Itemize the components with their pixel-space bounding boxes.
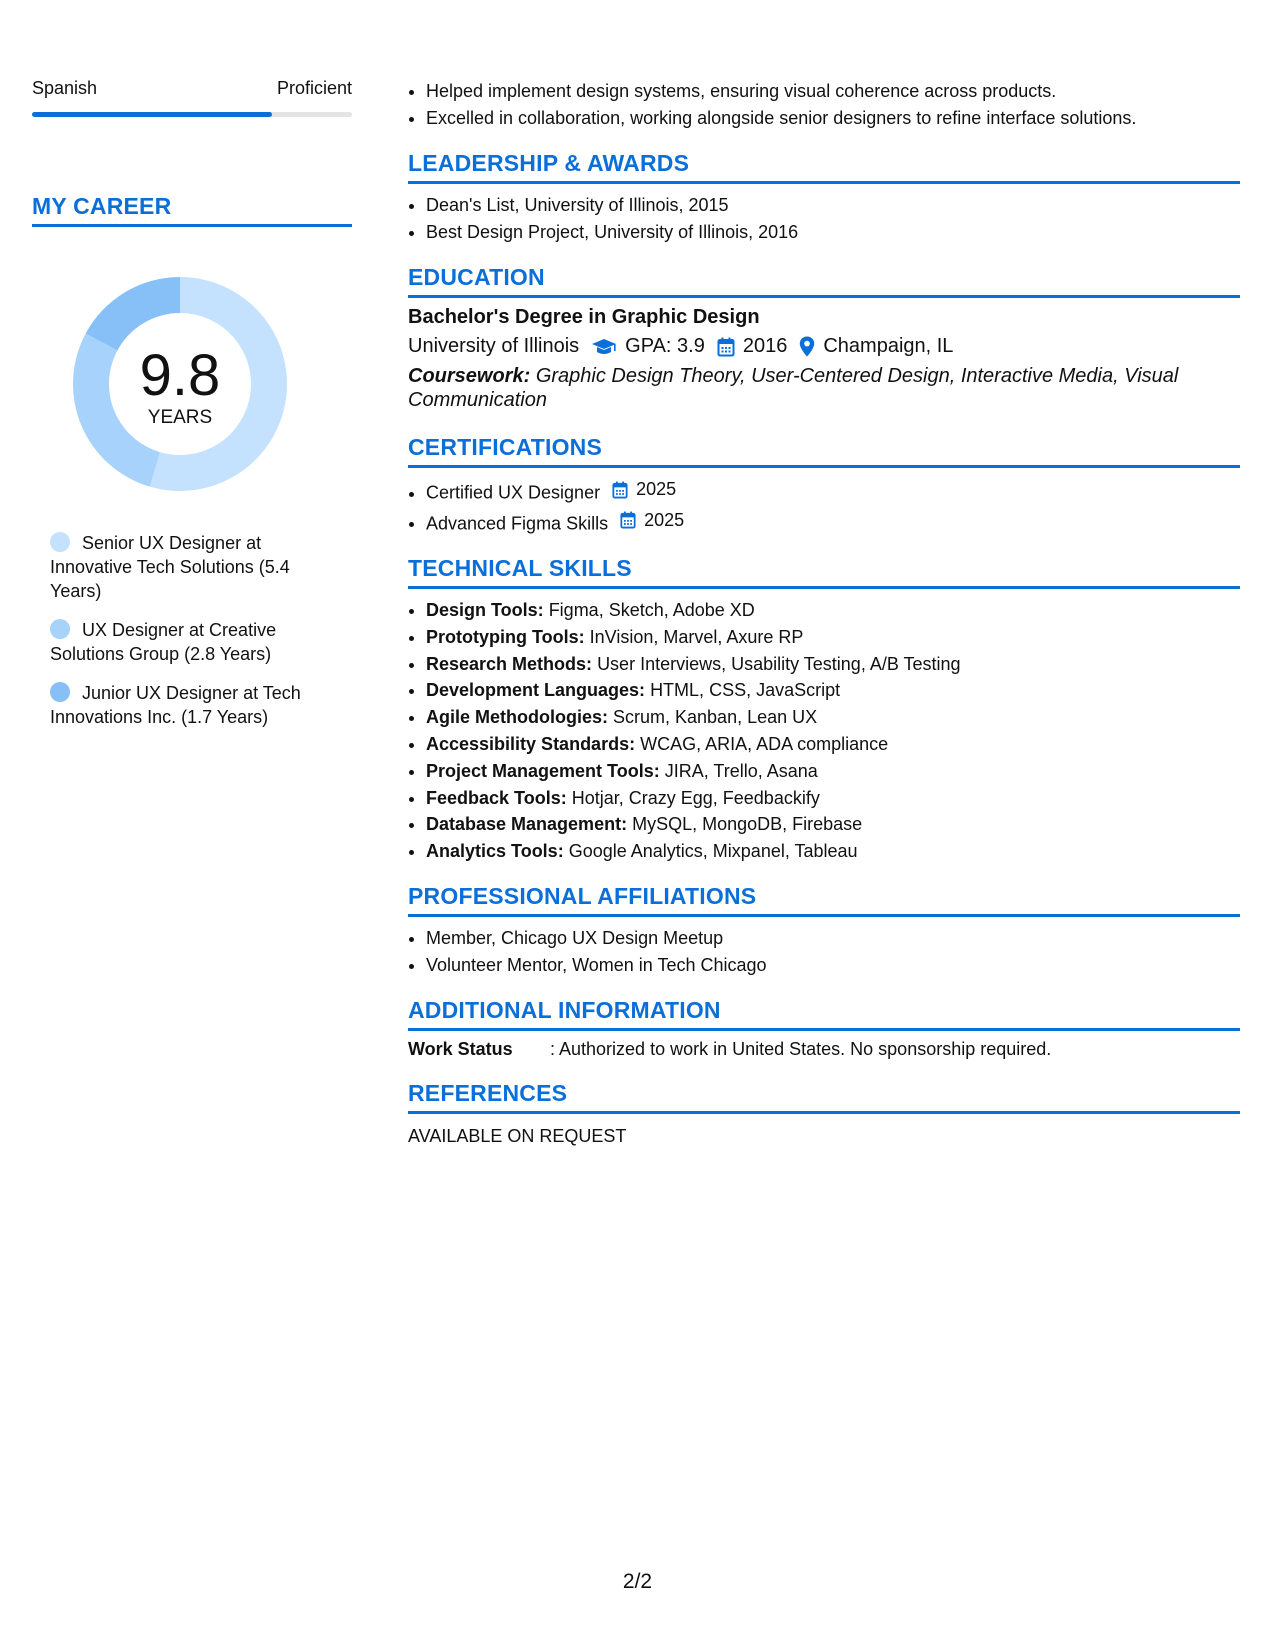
certification-name: Certified UX Designer xyxy=(426,482,601,503)
skill-label: Prototyping Tools: xyxy=(426,626,585,647)
references-text: AVAILABLE ON REQUEST xyxy=(408,1125,627,1146)
skill-value: MySQL, MongoDB, Firebase xyxy=(632,814,863,835)
skill-label: Accessibility Standards: xyxy=(426,733,636,754)
skill-value: HTML, CSS, JavaScript xyxy=(650,680,841,701)
skill-item xyxy=(426,758,1240,785)
calendar-icon xyxy=(620,511,640,529)
career-legend-item xyxy=(50,618,320,666)
language-row xyxy=(32,78,352,102)
coursework-label: Coursework: xyxy=(408,365,531,387)
skill-item xyxy=(426,651,1240,678)
coursework-text: Graphic Design Theory, User-Centered Design, Interactive Media, Visual Communication xyxy=(408,365,1179,411)
affiliations-title: PROFESSIONAL AFFILIATIONS xyxy=(408,883,1240,917)
language-level: Proficient xyxy=(276,78,352,98)
skill-item xyxy=(426,597,1240,624)
skill-value: Hotjar, Crazy Egg, Feedbackify xyxy=(571,787,820,808)
career-total-years: 9.8 xyxy=(139,343,221,408)
certification-year: 2025 xyxy=(636,479,677,499)
graduation-year: 2016 xyxy=(742,335,788,357)
skill-item xyxy=(426,731,1240,758)
affiliation-item: • Member, Chicago UX Design Meetup xyxy=(426,925,1240,952)
experience-bullets xyxy=(408,78,1240,132)
career-donut-chart xyxy=(67,271,293,497)
school-name: University of Illinois xyxy=(408,335,580,357)
career-legend-item xyxy=(50,531,320,603)
skill-label: Analytics Tools: xyxy=(426,841,564,862)
work-status-value: : Authorized to work in United States. No sponsorship required. xyxy=(550,1038,1052,1059)
skill-label: Feedback Tools: xyxy=(426,787,567,808)
certification-date xyxy=(620,507,684,534)
work-status-label: Work Status xyxy=(408,1038,513,1059)
certifications-title: CERTIFICATIONS xyxy=(408,434,1240,468)
graduation-cap-icon xyxy=(591,337,617,357)
skill-item xyxy=(426,624,1240,651)
legend-label: Senior UX Designer at Innovative Tech Solutions (5.4 Years) xyxy=(50,533,290,601)
skill-value: User Interviews, Usability Testing, A/B Testing xyxy=(597,653,961,674)
language-proficiency-fill xyxy=(32,112,272,117)
gpa: GPA: 3.9 xyxy=(625,335,705,357)
skill-item xyxy=(426,785,1240,812)
legend-label: Junior UX Designer at Tech Innovations Inc. (1.7 Years) xyxy=(50,683,301,727)
leadership-title: LEADERSHIP & AWARDS xyxy=(408,150,1240,184)
sidebar xyxy=(32,78,352,744)
additional-info-title: ADDITIONAL INFORMATION xyxy=(408,997,1240,1031)
skills-list xyxy=(408,597,1240,865)
references-title: REFERENCES xyxy=(408,1080,1240,1114)
legend-label: UX Designer at Creative Solutions Group (2.8 Years) xyxy=(50,620,277,664)
certification-item xyxy=(426,507,1240,538)
skill-label: Research Methods: xyxy=(426,653,593,674)
skill-item xyxy=(426,677,1240,704)
skill-label: Development Languages: xyxy=(426,680,646,701)
skill-value: Google Analytics, Mixpanel, Tableau xyxy=(568,841,858,862)
legend-dot xyxy=(50,619,70,639)
education-title: EDUCATION xyxy=(408,264,1240,298)
experience-bullet: • Excelled in collaboration, working alongside senior designers to refine interface solutions. xyxy=(426,105,1240,132)
language-proficiency-bar xyxy=(32,112,352,117)
skill-label: Database Management: xyxy=(426,814,628,835)
legend-dot xyxy=(50,682,70,702)
degree-title: Bachelor's Degree in Graphic Design xyxy=(408,306,760,328)
certification-year: 2025 xyxy=(644,509,685,530)
skill-item xyxy=(426,838,1240,865)
work-status-row xyxy=(408,1039,1240,1060)
skill-value: Scrum, Kanban, Lean UX xyxy=(613,707,818,728)
career-legend xyxy=(50,531,320,729)
language-name: Spanish xyxy=(32,78,98,98)
location-pin-icon xyxy=(799,336,815,357)
page-number: 2/2 xyxy=(622,1570,653,1593)
coursework xyxy=(408,364,1240,412)
certification-name: Advanced Figma Skills xyxy=(426,513,609,533)
school-location: Champaign, IL xyxy=(823,335,954,357)
affiliations-list xyxy=(408,925,1240,979)
skills-title: TECHNICAL SKILLS xyxy=(408,555,1240,589)
leadership-item: • Dean's List, University of Illinois, 2015 xyxy=(426,192,1240,219)
certification-item xyxy=(426,476,1240,507)
main-content xyxy=(408,78,1240,1147)
certifications-list xyxy=(408,476,1240,537)
affiliation-item: • Volunteer Mentor, Women in Tech Chicago xyxy=(426,952,1240,979)
leadership-list xyxy=(408,192,1240,246)
career-total-unit: YEARS xyxy=(147,407,213,428)
skill-label: Design Tools: xyxy=(426,600,544,620)
certification-date xyxy=(612,476,676,503)
skill-value: WCAG, ARIA, ADA compliance xyxy=(640,733,889,754)
experience-bullet: • Helped implement design systems, ensuring visual coherence across products. xyxy=(426,78,1240,105)
skill-value: Figma, Sketch, Adobe XD xyxy=(548,600,755,620)
skill-item xyxy=(426,704,1240,731)
donut-center xyxy=(67,271,293,497)
skill-value: JIRA, Trello, Asana xyxy=(664,760,818,781)
skill-label: Project Management Tools: xyxy=(426,760,660,781)
legend-dot xyxy=(50,532,70,552)
calendar-icon xyxy=(717,337,735,357)
career-legend-item xyxy=(50,681,320,729)
education-meta xyxy=(408,335,1240,358)
skill-label: Agile Methodologies: xyxy=(426,707,608,728)
leadership-item: • Best Design Project, University of Illinois, 2016 xyxy=(426,219,1240,246)
skill-value: InVision, Marvel, Axure RP xyxy=(589,626,804,647)
calendar-icon xyxy=(612,481,632,499)
skill-item xyxy=(426,811,1240,838)
career-title: MY CAREER xyxy=(32,193,352,227)
